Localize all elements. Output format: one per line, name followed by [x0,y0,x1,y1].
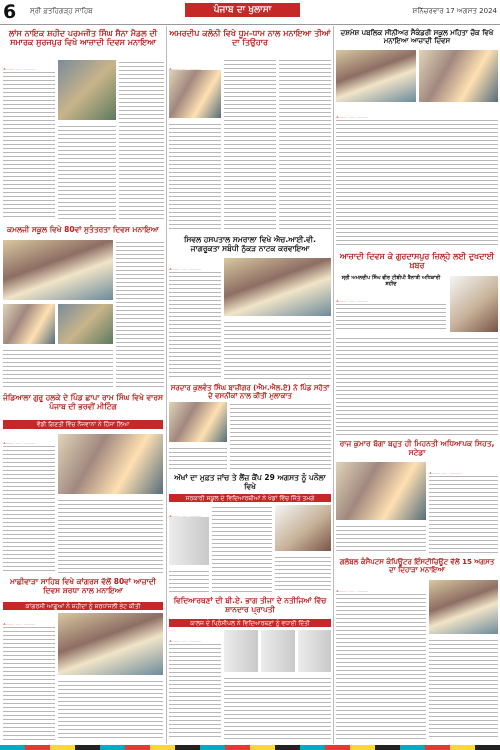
article-text [58,679,163,740]
photo-dashmesh-2 [419,50,498,102]
color-strip [0,745,500,750]
photo-portrait [169,517,209,565]
headline-global: ਗਲੋਬਲ ਕੰਸੈਪਟਸ ਕੰਪਿਊਟਰ ਇੰਸਟੀਚਿਊਟ ਵੱਲੋਂ 15 ਅਗਸਤ ਦਾ ਦਿਹਾੜਾ ਮਨਾਇਆ [339,558,495,575]
photo-student-3 [298,630,331,672]
byline [429,462,481,472]
article-text [230,402,331,470]
issue-date: ਸ਼ਨਿੱਚਰਵਾਰ 17 ਅਗਸਤ 2024 [412,7,497,15]
sub-banner: ਕਾਂਗਰਸੀ ਆਗੂਆਂ ਨੇ ਸ਼ਹੀਦਾਂ ਨੂੰ ਸ਼ਰਧਾਂਜਲੀ ਭੇਟ ਕੀਤੀ [3,602,163,610]
headline-civil: ਸਿਵਲ ਹਸਪਤਾਲ ਸਮਰਾਲਾ ਵਿਖੇ ਐਚ.ਆਈ.ਵੀ. ਜਾਗਰੂਕਤਾ ਸਬੰਧੀ ਨੁੱਕੜ ਨਾਟਕ ਕਰਵਾਇਆ [184,235,316,253]
page-header [0,0,500,25]
photo-hospital [224,258,331,316]
headline-school-day: ਕਮਲਜੀ ਸਕੂਲ ਵਿਖੇ 80ਵਾਂ ਸੁਤੰਤਰਤਾ ਦਿਵਸ ਮਨਾਇਆ [7,225,159,234]
byline [169,58,219,68]
byline [3,58,55,68]
headline-raj-kumar: ਰਾਜ ਕੁਮਾਰ ਬੱਗਾ ਬਹੁਤ ਹੀ ਮਿਹਨਤੀ ਅਧਿਆਪਕ ਸਿਹਤ, ਸਟੇਡਾ [339,439,495,457]
article-text [3,444,55,574]
column-divider [166,26,167,744]
headline-amardeep: ਅਮਰਦੀਪ ਕਲੋਨੀ ਵਿਖੇ ਧੂਮ-ਧਾਮ ਨਾਲ ਮਨਾਇਆ ਤੀਆਂ ਦਾ ਤਿਉਹਾਰ [169,29,331,48]
headline-mla: ਸਰਦਾਰ ਕੁਲਵੰਤ ਸਿੰਘ ਬਾਜ਼ੀਗਰ (ਐਮ.ਐਲ.ਏ) ਨੇ ਪਿੰਡ ਸਹੋਤਾਂ ਦੇ ਵਸਨੀਕਾਂ ਨਾਲ ਕੀਤੀ ਮੁਲਾਕਾਤ [170,384,330,401]
headline-eye-camp: ਅੱਖਾਂ ਦਾ ਮੁਫ਼ਤ ਜਾਂਚ ਤੇ ਲੈਂਜ਼ ਕੈਂਪ 29 ਅਗਸਤ ਨੂੰ ਪਨੌਲਾ ਵਿਖੇ [174,473,326,491]
article-text [169,642,221,740]
photo-teeyan [169,70,221,118]
byline [3,432,55,442]
byline [336,106,388,116]
article-text [224,58,276,232]
photo-meeting [58,434,163,494]
photo-institute [429,580,498,634]
byline [3,613,55,623]
photo-memorial [58,60,116,120]
photo-school [3,240,113,300]
headline-dashmesh: ਦਸ਼ਮੇਸ਼ ਪਬਲਿਕ ਸੀਨੀਅਰ ਸੈਕੰਡਰੀ ਸਕੂਲ ਮਹਿਤਾ ਚੌਕ ਵਿਖੇ ਮਨਾਇਆ ਆਜ਼ਾਦੀ ਦਿਵਸ [340,29,494,46]
photo-teacher [336,462,426,520]
byline [336,580,388,590]
subheadline-gurdaspur: ਸ੍ਰੀ ਅਮਨਦੀਪ ਸਿੰਘ ਵੀਰ ਟੀਬੀਪੀ ਤੈਨਾਤੀ ਅਧਿਕਾਰੀ ਸ਼ਹੀਦ [341,275,441,287]
article-text [279,58,331,232]
photo-flag [58,304,113,344]
byline [169,630,221,640]
photo-student-2 [261,630,295,672]
byline [169,258,221,268]
article-text [224,320,331,380]
article-text [169,122,221,232]
article-text [429,474,498,554]
article-text [224,676,331,740]
photo-doctor [275,505,331,551]
article-text [169,446,227,470]
photo-congress [58,613,163,675]
page-number: 6 [3,1,17,23]
article-text [169,569,209,593]
sub-banner: ਕਾਲਜ ਦੇ ਪ੍ਰਿੰਸੀਪਲ ਨੇ ਵਿਦਿਆਰਥਣਾਂ ਨੂੰ ਵਧਾਈ ਦਿੱਤੀ [169,619,331,627]
article-text [275,555,331,593]
article-text [3,70,55,220]
sub-banner: ਵੱਡੀ ਗਿਣਤੀ ਵਿੱਚ ਨੌਜਵਾਨਾਂ ਨੇ ਹਿੱਸਾ ਲਿਆ [3,420,163,429]
article-text [429,638,498,740]
article-text [336,302,446,332]
article-text [212,505,272,593]
photo-students [3,304,55,344]
paper-name: ਸ੍ਰੀ ਫ਼ਤਹਿਗੜ੍ਹ ਸਾਹਿਬ [30,7,93,15]
byline [336,290,388,300]
column-divider [333,26,334,744]
sub-banner: ਸਰਕਾਰੀ ਸਕੂਲ ਦੇ ਵਿਦਿਆਰਥੀਆਂ ਨੇ ਖੇਡਾਂ ਵਿੱਚ ਜਿੱਤੇ ਤਮਗੇ [169,494,331,502]
headline-gurdaspur: ਆਜ਼ਾਦੀ ਦਿਵਸ ਕੇ ਗੁਰਦਾਸਪੁਰ ਜ਼ਿਲ੍ਹੇ ਲਈ ਦੁਖਦਾਈ ਖ਼ਬਰ [339,252,495,271]
article-text [119,60,164,220]
headline-student-result: ਵਿਦਿਆਰਥਣਾਂ ਦੀ ਬੀ.ਏ. ਭਾਗ ਤੀਜਾ ਦੇ ਨਤੀਜਿਆਂ ਵਿੱਚ ਸ਼ਾਨਦਾਰ ਪ੍ਰਾਪਤੀ [173,596,327,614]
headline-machhiwara: ਮਾਛੀਵਾੜਾ ਸਾਹਿਬ ਵਿਖੇ ਕਾਂਗਰਸ ਵੱਲੋਂ 80ਵਾਂ ਆਜ਼ਾਦੀ ਦਿਵਸ ਸ਼ਰਧਾ ਨਾਲ ਮਨਾਇਆ [9,577,157,595]
photo-officer [450,276,498,332]
article-text [58,124,116,220]
article-text [169,270,221,380]
article-text [336,592,426,740]
article-text [58,498,163,574]
photo-dashmesh [336,50,416,102]
article-text [336,118,498,248]
article-text [336,524,426,554]
headline-lance-naik: ਲਾਂਸ ਨਾਇਕ ਸ਼ਹੀਦ ਪਰਮਜੀਤ ਸਿੰਘ ਸੈਨਾ ਮੈਡਲ ਦੀ ਸਮਾਰਕ ਸੁਰਜਪੁਰ ਵਿਖੇ ਆਜ਼ਾਦੀ ਦਿਵਸ ਮਨਾਇਆ [8,29,158,48]
article-text [3,348,113,390]
photo-student-1 [224,630,258,672]
photo-mla [169,402,227,442]
headline-jandiala: ਜੰਡਿਆਲਾ ਗੁਰੂ ਹਲਕੇ ਦੇ ਪਿੰਡ ਛਾਪਾ ਰਾਮ ਸਿੰਘ ਵਿਖੇ ਵਾਰਸ ਪੰਜਾਬ ਦੀ ਭਰਵੀਂ ਮੀਟਿੰਗ [3,393,163,411]
article-text [336,336,498,436]
article-text [116,240,164,390]
masthead: ਪੰਜਾਬ ਦਾ ਖੁਲਾਸਾ [185,3,300,17]
article-text [3,625,55,740]
